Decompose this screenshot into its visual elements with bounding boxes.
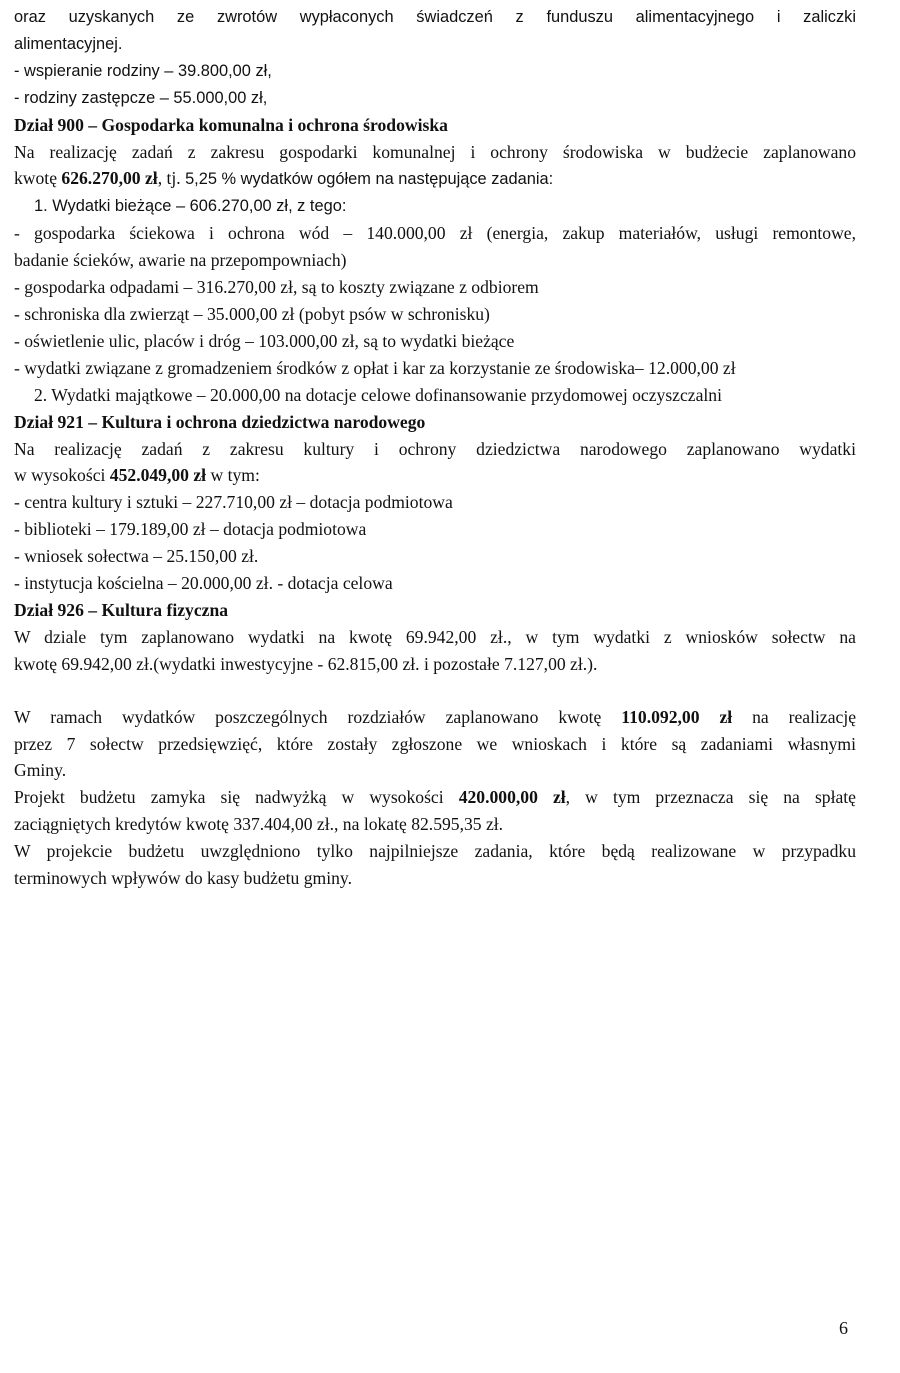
page-number: 6 [839,1318,848,1338]
section-heading-900: Dział 900 – Gospodarka komunalna i ochrona środowiska [14,114,448,135]
d900-kwota-label: kwotę [14,168,62,189]
summary-surplus-amount: 420.000,00 zł [458,787,566,808]
intro-line-1: oraz uzyskanych ze zwrotów wypłaconych świadczeń z funduszu alimentacyjnego i zaliczki [14,8,856,26]
d900-bullet-srodowisko: - wydatki związane z gromadzeniem środków z opłat i kar za korzystanie ze środowiska– 12.000,00 zł [14,357,736,378]
document-page [14,4,856,892]
summary-p2-text: Projekt budżetu zamyka się nadwyżką w wysokości [14,787,459,808]
intro-line-2: alimentacyjnej. [14,34,123,53]
d900-item-1: 1. Wydatki bieżące – 606.270,00 zł, z tego: [34,197,347,216]
d926-paragraph-line-2: kwotę 69.942,00 zł.(wydatki inwestycyjne - 62.815,00 zł. i pozostałe 7.127,00 zł.). [14,653,598,674]
d900-bullet-oswietlenie: - oświetlenie ulic, placów i dróg – 103.000,00 zł, są to wydatki bieżące [14,330,515,351]
section-heading-926: Dział 926 – Kultura fizyczna [14,599,229,620]
d900-percent-text: 5,25 % wydatków ogółem na następujące zadania: [185,170,554,189]
d921-w-tym: w tym: [206,465,260,486]
summary-p2-tail: , w tym przeznacza się na spłatę [565,787,856,808]
d900-paragraph-line-1: Na realizację zadań z zakresu gospodarki komunalnej i ochrony środowiska w budżecie zaplanowano [14,141,856,162]
d921-paragraph-line-2 [14,462,856,489]
d900-paragraph-line-2 [14,165,856,193]
summary-p1-text: W ramach wydatków poszczególnych rozdziałów zaplanowano kwotę [14,706,622,727]
d926-paragraph-line-1: W dziale tym zaplanowano wydatki na kwotę 69.942,00 zł., w tym wydatki z wniosków sołectw na [14,626,856,647]
intro-bullet-wspieranie: - wspieranie rodziny – 39.800,00 zł, [14,61,272,80]
d900-item-2: 2. Wydatki majątkowe – 20.000,00 na dotacje celowe dofinansowanie przydomowej oczyszczalni [34,384,722,405]
d900-tj: , tj. [157,168,186,189]
d921-bullet-wniosek: - wniosek sołectwa – 25.150,00 zł. [14,546,259,567]
d900-bullet-odpady: - gospodarka odpadami – 316.270,00 zł, są to koszty związane z odbiorem [14,277,539,298]
d900-bullet-schroniska: - schroniska dla zwierząt – 35.000,00 zł (pobyt psów w schronisku) [14,303,490,324]
d921-paragraph-line-1: Na realizację zadań z zakresu kultury i ochrony dziedzictwa narodowego zaplanowano wydatki [14,438,856,459]
summary-p1-tail: na realizację [732,706,857,727]
section-heading-921: Dział 921 – Kultura i ochrona dziedzictwa narodowego [14,411,426,432]
summary-p1-line-3: Gminy. [14,760,67,781]
summary-sołectwa-amount: 110.092,00 zł [621,706,733,727]
summary-p1-line-2: przez 7 sołectw przedsięwzięć, które zostały zgłoszone we wnioskach i które są zadaniami własnymi [14,733,856,754]
summary-p1-line-1 [14,704,856,731]
summary-p2-line-2: zaciągniętych kredytów kwotę 337.404,00 zł., na lokatę 82.595,35 zł. [14,814,504,835]
d921-amount: 452.049,00 zł [109,465,207,486]
d900-amount: 626.270,00 zł [61,168,158,189]
intro-bullet-zastepcze: - rodziny zastępcze – 55.000,00 zł, [14,88,268,107]
summary-p3-line-2: terminowych wpływów do kasy budżetu gminy. [14,868,352,889]
summary-p3-line-1: W projekcie budżetu uwzględniono tylko najpilniejsze zadania, które będą realizowane w przypadku [14,841,856,862]
d921-bullet-centra: - centra kultury i sztuki – 227.710,00 zł – dotacja podmiotowa [14,492,453,513]
d921-label: w wysokości [14,465,110,486]
d921-bullet-biblioteki: - biblioteki – 179.189,00 zł – dotacja podmiotowa [14,519,367,540]
summary-p2-line-1 [14,784,856,811]
d900-bullet-scieki-line-2: badanie ścieków, awarie na przepompowniach) [14,250,347,271]
d900-bullet-scieki-line-1: - gospodarka ściekowa i ochrona wód – 140.000,00 zł (energia, zakup materiałów, usługi remontowe, [14,223,856,244]
d921-bullet-instytucja: - instytucja kościelna – 20.000,00 zł. - dotacja celowa [14,573,393,594]
paragraph-gap [14,678,856,704]
